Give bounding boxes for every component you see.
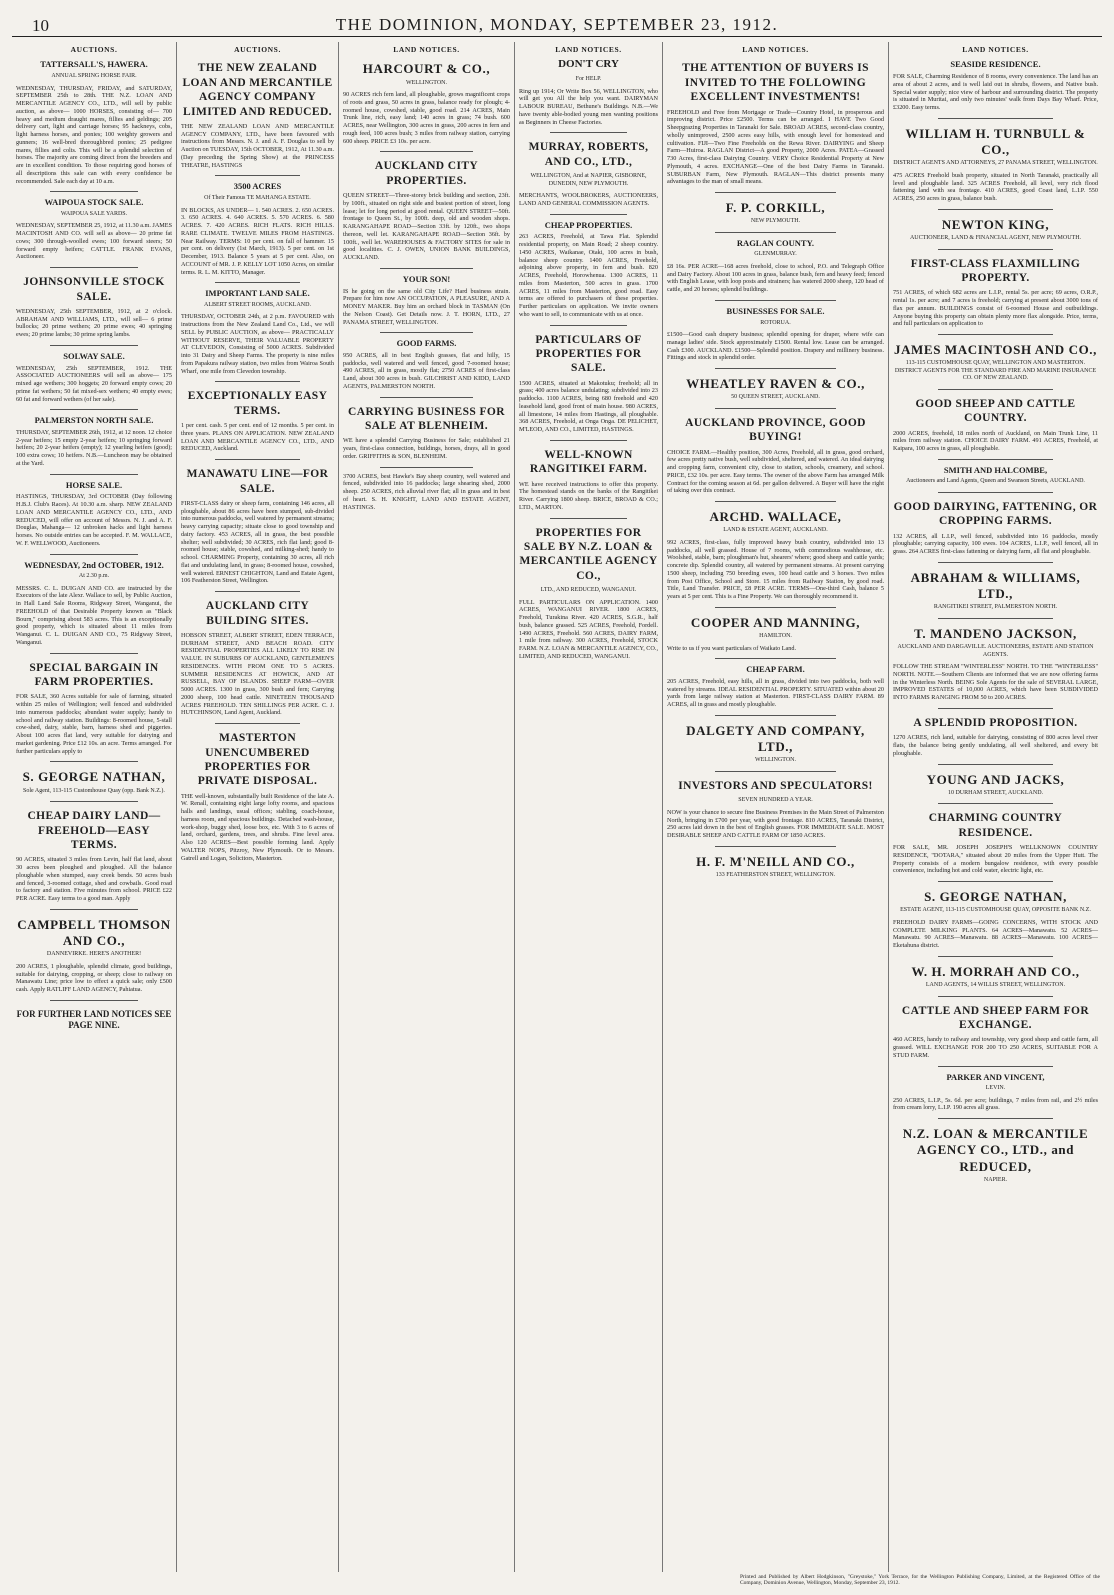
notice-body: MESSRS. C. L. DUIGAN AND CO. are instructed by the Executors of the late Alexr. Wallace to sell, by Public Auction, in Hall Land Sale Rooms, Ridgway Street, Wanganui, the FREEHOLD of that Desirable Property known as "Black Bourn," comprising about 583 acres. This is an exceptionally good property, which is situated about 11 miles from Wanganui. C. L. DUIGAN AND CO., 75 Ridgway Street, Wanganui. [16, 584, 172, 646]
notice-body: 475 ACRES Freehold bush property, situated in North Taranaki, practically all level and ploughable land. 325 ACRES Freehold, all level, very rich flood fattening land with sea frontage. 410 ACRES, good Coast land, L.I.P. 550 ACRES, 250 acres in grass, balance bush. [893, 171, 1098, 202]
notice-heading: WILLIAM H. TURNBULL & CO., [905, 125, 1086, 157]
notice-body: £8 16s. PER ACRE—168 acres freehold, close to school, P.O. and Telegraph Office and Dairy Factory. About 100 acres in grass, balance bush, fern and heavy feed; fenced with English Lease, with loop posts and strainers; has watered 2000 sheep, 120 head of cattle, and 20 horses; splendid buildings. [667, 262, 884, 294]
section-title: AUCTIONS. [70, 45, 118, 54]
divider [380, 467, 474, 468]
notice-subheading: WAIPOUA SALE YARDS. [60, 210, 128, 217]
notice-heading: SPECIAL BARGAIN IN FARM PROPERTIES. [29, 661, 159, 688]
notice-body: WEDNESDAY, THURSDAY, FRIDAY, and SATURDAY, SEPTEMBER 25th to 28th. THE N.Z. LOAN AND MERCANTILE AGENCY CO., LTD., will sell by public auction, as above— 1000 HORSES, consisting of— 700 heavy and medium draught mares, fillies and geldings; 205 delivery cart, light and carriage horses; 95 hackneys, cobs, light harness horses, and ponies; 100 weighty growers and gunners; 16 well-bred thoroughbred ponies; 25 pedigree mares, fillies and colts. This will be a splendid selection of horses. The majority are coming direct from the breeders and are in excellent condition. To those requiring good horses of all descriptions this sale can with every confidence be recommended. Sale each day at 10 a.m. [16, 84, 172, 185]
notice-heading: TATTERSALL'S, HAWERA. [40, 59, 148, 70]
notice-body: CHOICE FARM.—Healthy position, 300 Acres, Freehold, all in grass, good orchard, few acres pretty native bush, well subdivided, sheltered, and watered. An ideal dairying and cropping farm, convenient city, close to station, schools, creamery, and school. PRICE, £32 10s. per acre. Easy terms. The owner of the above Farm has arranged Milk Contract for the coming season at 6d. per gallon delivered. A Buyer will have the right of taking over this contract. [667, 448, 884, 495]
notice-body: THE well-known, substantially built Residence of the late A. W. Renall, containing eight large lofty rooms, and spacious halls and landings, usual offices; stabling, coach-house, harness room, and spacious buildings. Detached wash-house, work-shop, buggy shed, loose box, etc. With 3 to 6 acres of land, orchard, gardens, trees, and shrubs. Fine level area. Also 120 ACRES—Best possible forming land. Apply WALTER NOPS, Pitzroy, New Plymouth. Or to Messrs. Gatrell and Logan, Solicitors, Masterton. [181, 792, 334, 862]
divider [715, 846, 837, 847]
divider [380, 397, 474, 398]
notice-body: 250 ACRES, L.I.P., 5s. 6d. per acre; buildings, 7 miles from rail, and 2½ miles from cream lorry, L.I.P. 190 acres all grass. [893, 1096, 1098, 1112]
divider [50, 653, 137, 654]
notice-body: 90 ACRES rich fern land, all ploughable, grows magnificent crops of roots and grass, 50 acres in grass, balance ready for plough; 4-roomed house, cowshed, stable, good road. 214 ACRES, Main Trunk line, rich, easy land; 140 acres in grass; 74 bush. 600 ACRES, near Wellington, 300 acres in grass, 200 acres in fern and rough feed, 100 acres bush; 3 miles from railway station, carrying 600 sheep. PRICE £3 10s. per acre. [343, 91, 510, 145]
notice-heading: MANAWATU LINE—FOR SALE. [186, 468, 329, 495]
notice-heading: YOUR SON! [402, 273, 451, 284]
divider [938, 803, 1053, 804]
divider [50, 909, 137, 910]
notice-heading: IMPORTANT LAND SALE. [205, 288, 310, 299]
notice-heading: RAGLAN COUNTY. [736, 237, 815, 248]
notice-heading: ABRAHAM & WILLIAMS, LTD., [910, 569, 1081, 602]
divider [215, 591, 301, 592]
notice-body: FIRST-CLASS dairy or sheep farm, containing 146 acres, all ploughable, about 86 acres have been stumped, sub-divided into numerous paddocks, well watered by permanent streams; heavy carrying capacity; situate close to good township and dairy factory. 453 ACRES, all in grass, the best possible shelter; well subdivided; 30 ACRES, rich flat land; good 8-roomed house; stable, cowshed, and milking-shed; handy to school. CHARMING Property, containing 30 acres, all rich flat and undulating land, in grass; 8-roomed house, cowshed, well watered. ERNEST CHIGHTON, Land and Estate Agent, 106 Featherston Street, Wellington. [181, 499, 334, 585]
column-2 [176, 42, 338, 1572]
notice-subheading: WELLINGTON, And at NAPIER, GISBORNE, DUNEDIN, NEW PLYMOUTH. [530, 173, 647, 187]
notice-heading: DALGETY AND COMPANY, LTD., [686, 722, 865, 755]
divider [550, 132, 628, 133]
notice-heading: F. P. CORKILL, [725, 200, 826, 215]
notice-body: FREEHOLD and Free from Mortgage or Trade—Country Hotel, in prosperous and improving district. Price £2500. Terms can be arranged. I HAVE Two Good Sheepgrazing Properties in Taranaki for Sale. BROAD ACRES, second-class country, wholly unimproved, 2500 acres easy hills, with enough level for homestead and cultivation. FIJI—Two Fine Freeholds on the Rewa River. DAIRYING and Sheep Farm—Huiroa. RAGLAN District—A good Property, 2000 Acres. PATEA—Grassed 730 Acres, first-class Dairying Country. VERY Choice Residential Property at New Plymouth, 4 acres. EXCHANGE—One of the best Dairy Farms in Taranaki. SUBURBAN Farm, New Plymouth. RAGLAN—This district presents many advantages to the man of small means. [667, 108, 884, 186]
notice-subheading: Auctioneers and Land Agents, Queen and Swanson Streets, AUCKLAND. [906, 478, 1085, 485]
notice-heading: FIRST-CLASS FLAXMILLING PROPERTY. [910, 257, 1081, 284]
divider [715, 300, 837, 301]
notice-subheading: LAND & ESTATE AGENT, AUCKLAND. [723, 527, 828, 534]
notice-subheading: AUCKLAND AND DARGAVILLE. AUCTIONEERS, ESTATE AND STATION AGENTS. [897, 644, 1094, 658]
notice-body: MERCHANTS, WOOLBROKERS, AUCTIONEERS, LAND AND GENERAL COMMISSION AGENTS. [519, 192, 658, 207]
divider [715, 192, 837, 193]
divider [50, 409, 137, 410]
divider [938, 618, 1053, 619]
notice-body: 751 ACRES, of which 682 acres are L.I.P., rental 5s. per acre; 69 acres, O.R.P., rental 1s. per acre; and 7 acres is freehold; carrying at present about 3000 tons of flax per annum. BUILDINGS consist of 6-roomed House and outbuildings. Anyone buying this property can obtain plenty more flax alongside. Price, terms, and full particulars on application to [893, 289, 1098, 328]
notice-body: 460 ACRES, handy to railway and township, very good sheep and cattle farm, all grassed. WILL EXCHANGE FOR 200 TO 250 ACRES, SUITABLE FOR A STUD FARM. [893, 1036, 1098, 1059]
notice-subheading: ROTORUA. [760, 319, 791, 326]
column-1 [12, 42, 176, 1572]
see-page-note: FOR FURTHER LAND NOTICES SEE PAGE NINE. [16, 1008, 172, 1030]
notice-body: Write to us if you want particulars of Waikato Land. [667, 644, 797, 652]
section-title: LAND NOTICES. [962, 45, 1029, 54]
notice-body: WE have received instructions to offer this property. The homestead stands on the banks of the Rangitikei River. Carrying 1800 sheep. BRICE, BROAD & CO.; LTD., MARTON. [519, 480, 658, 511]
notice-body: QUEEN STREET—Three-storey brick building and section, 23ft. by 100ft., situated on right side and busiest portion of street, long lease; let for long period at good rental. QUEEN STREET—50ft. frontage to Queen St., by 100ft. deep, old and wooden shops. KARANGAHAPE ROAD—Section 33ft. by 120ft., two shops thereon, well let. KARANGAHAPE ROAD—Section 36ft. by 100ft., well let. WAREHOUSES & FACTORY SITES for sale in good localities. C. J. OWEN, UNION BANK BUILDINGS, AUCKLAND. [343, 192, 510, 262]
notice-heading: CHEAP FARM. [746, 664, 805, 675]
divider [938, 996, 1053, 997]
notice-body: WE have a splendid Carrying Business for Sale; established 21 years, first-class connection, buildings, horses, drays, all in good order. GRIFFITHS & SON, BLENHEIM. [343, 437, 510, 460]
notice-subheading: RANGITIKEI STREET, PALMERSTON NORTH. [933, 604, 1058, 611]
divider [938, 118, 1053, 119]
divider [50, 474, 137, 475]
notice-subheading: LEVIN. [985, 1085, 1006, 1092]
notice-heading: MASTERTON UNENCUMBERED PROPERTIES FOR PRIVATE DISPOSAL. [197, 732, 318, 788]
divider [550, 518, 628, 519]
notice-heading: INVESTORS AND SPECULATORS! [678, 779, 873, 792]
notice-subheading: LAND AGENTS, 14 WILLIS STREET, WELLINGTON. [925, 982, 1066, 988]
notice-subheading: Sole Agent, 113-115 Customhouse Quay (opp. Bank N.Z.). [23, 787, 165, 794]
divider [50, 267, 137, 268]
notice-heading: DON'T CRY [558, 58, 619, 71]
page-number: 10 [32, 16, 49, 35]
divider [715, 607, 837, 608]
notice-heading: WHEATLEY RAVEN & CO., [686, 376, 865, 391]
notice-body: 1 per cent. cash. 5 per cent. end of 12 months. 5 per cent. in three years. PLANS ON APPLICATION. NEW ZEALAND LOAN AND MERCANTILE AGENCY CO., LTD., AND REDUCED, Auckland. [181, 422, 334, 453]
divider [215, 282, 301, 283]
notice-body: WEDNESDAY, 25th SEPTEMBER, 1912, at 2 o'clock. ABRAHAM AND WILLIAMS, LTD., will sell— 6 prime bullocks; 20 prime wethers; 20 prime ewes; 40 springing ewes; 20 prime lambs; 30 prime spring lambs. [16, 307, 172, 339]
notice-heading: ARCHD. WALLACE, [709, 509, 842, 524]
notice-body: 132 ACRES, all L.I.P., well fenced, subdivided into 16 paddocks, mostly ploughable; carrying capacity, 100 ewes. 104 ACRES, L.I.P., well fenced, all in grass. 264 ACRES first-class fattening or dairying farm, all flat and ploughable. [893, 532, 1098, 556]
notice-subheading: AUCTIONEER, LAND & FINANCIAL AGENT, NEW PLYMOUTH. [909, 235, 1082, 241]
notice-body: FOR SALE, Charming Residence of 8 rooms, every convenience. The land has an area of about 2 acres, and is well laid out in shrubs, flowers, and Native bush. Special water supply; nice view of harbour and surrounding district. The property is situated in Muritai, and only two minutes' walk from Days Bay Wharf. Price, £3200. Easy terms. [893, 73, 1098, 111]
divider [715, 715, 837, 716]
notice-heading: WAIPOUA STOCK SALE. [44, 197, 144, 208]
notice-heading: EXCEPTIONALLY EASY TERMS. [187, 390, 328, 417]
notice-subheading: NEW PLYMOUTH. [750, 218, 801, 225]
notice-body: Ring up 1914; Or Write Box 56, WELLINGTON, who will get you All the help you want. DAIRYMAN LABOUR BUREAU, Bethune's Buildings. N.B.—We have twenty able-bodied young men wanting positions as Beginners in Cheese Factories. [519, 87, 658, 126]
notice-heading: BUSINESSES FOR SALE. [726, 305, 825, 316]
divider [715, 501, 837, 502]
notice-body: 90 ACRES, situated 3 miles from Levin, half flat land, about 30 acres been ploughed and ploughed. All the balance ploughable when stumped, easy creek bends. 50 acres bush and fenced, 3-roomed cottage, shed and cowbails. Good road to factory and station. Five minutes from school. PRICE £22 PER ACRE. Easy terms to a good man. Apply [16, 856, 172, 902]
divider [938, 764, 1053, 765]
divider [938, 249, 1053, 250]
notice-heading: W. H. MORRAH AND CO., [911, 963, 1080, 979]
divider [550, 325, 628, 326]
notice-subheading: 50 QUEEN STREET, AUCKLAND. [731, 394, 820, 401]
notice-heading: GOOD FARMS. [396, 338, 457, 349]
notice-subheading: At 2.30 p.m. [78, 573, 110, 580]
notice-heading: S. GEORGE NATHAN, [924, 889, 1067, 904]
notice-heading: SEASIDE RESIDENCE. [950, 59, 1041, 70]
divider [938, 1118, 1053, 1119]
notice-heading: H. F. M'NEILL AND CO., [696, 853, 855, 869]
notice-subheading: WELLINGTON. [754, 757, 797, 764]
section-title: LAND NOTICES. [393, 45, 460, 54]
divider [50, 554, 137, 555]
notice-body: FULL PARTICULARS ON APPLICATION. 1400 ACRES, WANGANUI RIVER. 1800 ACRES, Freehold, Turakina River. 420 ACRES, S.G.R., half bush, balance grassed. 525 ACRES, Freehold, Fordell. 1490 ACRES, Freehold. 560 ACRES, DAIRY FARM, 1 mile from railway. 300 ACRES, Freehold, STOCK FARM. N.Z. LOAN & MERCANTILE AGENCY, CO., LIMITED, AND REDUCED, WANGANUI. [519, 598, 658, 660]
divider [50, 1000, 137, 1001]
notice-heading: YOUNG AND JACKS, [926, 771, 1065, 787]
notice-heading: PARTICULARS OF PROPERTIES FOR SALE. [535, 333, 642, 375]
notice-heading: CHEAP DAIRY LAND—FREEHOLD—EASY TERMS. [27, 810, 161, 851]
notice-heading: GOOD SHEEP AND CATTLE COUNTRY. [915, 397, 1076, 425]
notice-body: WEDNESDAY, 25th SEPTEMBER, 1912. THE ASSOCIATED AUCTIONEERS will sell as above— 175 mixed age wethers; 300 hoggets; 20 forward empty cows; 20 prime fat wethers; 50 fat mixed-sex wethers; 40 empty ewes; 60 fat and forward wethers (of her sale). [16, 364, 172, 403]
notice-body: HOBSON STREET, ALBERT STREET, EDEN TERRACE, DURHAM STREET, AND BEACH ROAD. CITY RESIDENTIAL PROPERTIES ALL LIKELY TO RISE IN VALUE. IN SUBURBS OF AUCKLAND, GENTLEMEN'S RESIDENCES. WITH FROM ONE TO 5 ACRES. SUMMER RESIDENCES AT HOWICK, AND AT RUSSELL, BAY OF ISLANDS. SHEEP FARM—OVER 5000 ACRES. 1300 in grass, 300 bush and fern; Carrying 2000 sheep, 100 head cattle. NINETEEN THOUSAND ACRES FREEHOLD. TEN SHILLINGS PER ACRE. C. J. HUTCHINSON, Land Agent, Auckland. [181, 631, 334, 717]
divider [938, 334, 1053, 335]
divider [938, 389, 1053, 390]
divider [938, 956, 1053, 957]
notice-heading: SOLWAY SALE. [63, 350, 125, 361]
notice-body: NOW is your chance to secure fine Business Premises in the Main Street of Palmerston North, bringing in £700 per year, with good frontage. 810 ACRES, Taranaki District, 250 acres laid down in the best of English grasses. FOR IMMEDIATE SALE. MOST DESIRABLE SHEEP AND CATTLE FARM OF 1850 ACRES. [667, 808, 884, 839]
notice-subheading: GLENMURRAY. [754, 251, 797, 258]
column-6 [888, 42, 1102, 1572]
notice-body: 205 ACRES, Freehold, easy hills, all in grass, divided into two paddocks, both well watered by streams. IDEAL RESIDENTIAL PROPERTY. SITUATED within about 20 yards from large railway station at Masterton. FIRST-CLASS DAIRY FARM. 89 ACRES, all in grass and mostly ploughable. [667, 677, 884, 709]
divider [50, 345, 137, 346]
notice-heading: JOHNSONVILLE STOCK SALE. [23, 276, 165, 303]
notice-heading: PARKER AND VINCENT, [946, 1071, 1045, 1082]
notice-heading: THE NEW ZEALAND LOAN AND MERCANTILE AGENCY COMPANY LIMITED AND REDUCED. [182, 62, 333, 118]
notice-subheading: HAMILTON. [759, 633, 792, 639]
divider [938, 708, 1053, 709]
notice-body: FOLLOW THE STREAM "WINTERLESS" NORTH. TO THE "WINTERLESS" NORTH. NOTE.—Southern Clients are informed that we are now offering farms in the Winterless North. BEING Sole Agents for the sale of SEVERAL LARGE, IMPROVED ESTATES of 10,000 ACRES, which have been SUBDIVIDED INTO FARMS RANGING FROM 50 to 200 ACRES. [893, 663, 1098, 702]
notice-heading: WELL-KNOWN RANGITIKEI FARM. [529, 448, 648, 476]
notice-body: THURSDAY, OCTOBER 24th, at 2 p.m. FAVOURED with instructions from the New Zealand Land Co., Ltd., we will SELL by PUBLIC AUCTION, as above— PRACTICALLY WITHOUT RESERVE, THEIR VALUABLE PROPERTY AT CLEVEDON, Consisting of 5000 ACRES. Subdivided into 31 Dairy and Sheep Farms. The property is nine miles from Papakura railway station, two miles from Wairoa South Wharf, one mile from Clevedon township. [181, 313, 334, 375]
notice-subheading: 113-115 CUSTOMHOUSE QUAY, WELLINGTON AND MASTERTON. DISTRICT AGENTS FOR THE STANDARD FIRE AND MARINE INSURANCE CO. OF NEW ZEALAND. [894, 360, 1097, 382]
notice-body: 992 ACRES, first-class, fully improved heavy bush country, subdivided into 13 paddocks, all well grassed. House of 7 rooms, with commodious washhouse, etc. Woolshed, stable, barn; ploughman's hut, shearers' where; good sheep and cattle yards; concrete dip. Splendid country, all watered by permanent streams. At present carrying 1500 sheep, including 750 breeding ewes, 100 head cattle and 3 horses. Two miles from Post Office, School and Store. 15 miles from Railway Station, by good road. Title, Land Transfer. PRICE, £8 PER ACRE. TERMS—One-third Cash, balance 5 years at 5 per cent. This is a Fine Property. We can thoroughly recommend it. [667, 538, 884, 600]
notice-body: 950 ACRES, all in best English grasses, flat and hilly, 15 paddocks, well watered and well fenced, good 7-roomed house; 490 ACRES, all in grass, mostly flat; 2750 ACRES of first-class Land, about 300 acres in bush. GILCHRIST AND KIDD, LAND AGENTS, PALMERSTON NORTH. [343, 351, 510, 390]
notice-subheading: 133 FEATHERSTON STREET, WELLINGTON. [715, 872, 836, 878]
notice-body: 2000 ACRES, freehold, 18 miles north of Auckland, on Main Trunk Line, 11 miles from railway station. CHOICE DAIRY FARM. 491 ACRES, Freehold, at Kaipara, 100 acres in grass, all ploughable. [893, 429, 1098, 452]
divider [215, 381, 301, 382]
masthead: THE DOMINION, MONDAY, SEPTEMBER 23, 1912. [335, 15, 779, 34]
notice-heading: CHEAP PROPERTIES. [544, 219, 633, 230]
notice-subheading: SEVEN HUNDRED A YEAR. [738, 797, 813, 804]
notice-heading: CATTLE AND SHEEP FARM FOR EXCHANGE. [901, 1004, 1090, 1031]
notice-body: 200 ACRES, 1 ploughable, splendid climate, good buildings, suitable for dairying, cropping, or sheep; close to railway on Manawatu Line; price low to effect a quick sale; only £500 cash. Apply RATLIFF LAND AGENCY, Pahiatua. [16, 962, 172, 993]
notice-subheading: WELLINGTON. [405, 79, 448, 86]
notice-heading: THE ATTENTION OF BUYERS IS INVITED TO THE FOLLOWING EXCELLENT INVESTMENTS! [682, 62, 869, 104]
notice-subheading: NAPIER. [983, 1176, 1008, 1183]
divider [715, 232, 837, 233]
notice-subheading: ANNUAL SPRING HORSE FAIR. [51, 73, 137, 79]
notice-heading: PALMERSTON NORTH SALE. [34, 415, 154, 426]
notice-body: £1500—Good cash drapery business; splendid opening for draper, where wife can manage ladies' side. Stock approximately £1500. Rental low. Lease can be arranged. Cash £300. AUCKLAND. £1500—Splendid position. Drapery and millinery business. Fittings and stock in splendid order. [667, 331, 884, 362]
divider [215, 723, 301, 724]
notice-subheading: 10 DURHAM STREET, AUCKLAND. [947, 789, 1044, 796]
notice-heading: PROPERTIES FOR SALE BY N.Z. LOAN & MERCANTILE AGENCY CO., [519, 526, 658, 582]
notice-subheading: DANNEVIRKE. HERE'S ANOTHER! [46, 951, 142, 958]
notice-heading: N.Z. LOAN & MERCANTILE AGENCY CO., LTD., and REDUCED, [902, 1126, 1089, 1174]
notice-body: IS he going on the same old City Life? Hard business strain. Prepare for him now AN OCCUPATION, A PLEASURE, AND A MONEY MAKER. Buy him an orchard block in TASMAN (On the Nelson Coast). Get Details now. J. T. HORN, LTD., 27 PANAMA STREET, WELLINGTON. [343, 287, 510, 326]
divider [715, 368, 837, 369]
divider [550, 440, 628, 441]
notice-heading: AUCKLAND PROVINCE, GOOD BUYING! [685, 416, 866, 444]
notice-heading: JAMES MACINTOSH AND CO., [893, 342, 1098, 357]
notice-heading: CAMPBELL THOMSON AND CO., [17, 916, 171, 948]
notice-heading: COOPER AND MANNING, [690, 614, 861, 630]
notice-body: 3700 ACRES, best Hawke's Bay sheep country, well watered and fenced, subdivided into 16 paddocks; large shearing shed, 2000 sheep. 250 ACRES, rich alluvial river flat; all in grass and in best of heart. S. H. KNIGHT, LAND AND ESTATE AGENT, HASTINGS. [343, 472, 510, 511]
notice-subheading: ESTATE AGENT, 113-115 CUSTOMHOUSE QUAY, OPPOSITE BANK N.Z. [900, 907, 1091, 914]
notice-subheading: Of Their Famous TE MAHANGA ESTATE. [204, 195, 311, 201]
notice-heading: CARRYING BUSINESS FOR SALE AT BLENHEIM. [348, 405, 505, 432]
notice-heading: HORSE SALE. [65, 479, 123, 490]
notice-body: FOR SALE, 360 Acres suitable for sale of farming, situated within 25 miles of Wellington; well fenced and subdivided into numerous paddocks; abundant water supply; handy to school and railway station. Buildings: 8-roomed house, 5-stall cow-shed, dairy, stable, barn, harness shed and piggeries. About 100 acres flat land, very suitable for dairying and market gardening. Price £12 10s. an acre. Terms arranged. For further particulars apply to [16, 693, 172, 755]
notice-body: 263 ACRES, Freehold, at Tawa Flat. Splendid residential property, on Main Road; 2 sheep country. 1450 ACRES, Waikanae, Otaki, 100 acres in bush, balance sheep country. 1400 ACRES, Freehold, adjoining above property, in fern and bush. 820 ACRES, Freehold, Horowhenua. 1300 ACRES, 11 miles from Masterton, 500 acres in grass. 1700 ACRES, 11 miles from Masterton, good road. Easy terms are offered to purchasers of these properties. Further particulars on application. We invite owners who want to sell, to communicate with us at once. [519, 233, 658, 318]
notice-body: THURSDAY, SEPTEMBER 26th, 1912, at 12 noon. 12 choice 2-year heifers; 15 empty 2-year heifers; 10 springing forward heifers; 20 2-year heifers (empty); 12 yearling heifers (good); 100 extra cows; 10 heifers. N.B.—Luncheon may be obtained at the Yard. [16, 428, 172, 467]
section-title: LAND NOTICES. [555, 45, 622, 54]
column-3 [338, 42, 514, 1572]
notice-heading: HARCOURT & CO., [362, 61, 491, 77]
notice-subheading: For HELP. [575, 76, 602, 83]
notice-body: HASTINGS, THURSDAY, 3rd OCTOBER (Day following H.B.J. Club's Races). At 10.30 a.m. sharp. NEW ZEALAND LOAN AND MERCANTILE AGENCY CO., LTD., AND REDUCED, will offer on account of Messrs. N. J. and A. F. Douglas, Mahanga— 12 unbroken hacks and light harness horses. No outside entries can be accepted. F. M. WALLACE, W. F. WELLWOOD, Auctioneers. [16, 493, 172, 547]
divider [938, 881, 1053, 882]
notice-heading: S. GEORGE NATHAN, [22, 769, 166, 785]
divider [938, 562, 1053, 563]
column-5 [662, 42, 888, 1572]
notice-body: WEDNESDAY, SEPTEMBER 25, 1912, at 11.30 a.m. JAMES MACINTOSH AND CO. will sell as above— 20 prime fat cows; 300 through-woolled ewes; 100 forward steers; 50 forward empty heifers; CATTLE. FRANK EVANS, Auctioneer. [16, 222, 173, 261]
notice-heading: A SPLENDID PROPOSITION. [913, 716, 1078, 729]
divider [550, 214, 628, 215]
page-header [12, 14, 1102, 37]
notice-body: 1270 ACRES, rich land, suitable for dairying, consisting of 800 acres level river flats, the balance being gently undulating, all well sheltered, and every bit ploughable. [893, 734, 1098, 757]
section-title: AUCTIONS. [234, 45, 281, 54]
notice-heading: GOOD DAIRYING, FATTENING, OR CROPPING FARMS. [893, 500, 1098, 528]
notice-body: FREEHOLD DAIRY FARMS—GOING CONCERNS, WITH STOCK AND COMPLETE MILKING PLANTS. 64 ACRES—Manawatu. 52 ACRES—Manawatu. 90 ACRES—Manawatu. 88 ACRES—Manawatu. 100 ACRES—Eketahuna district. [893, 918, 1098, 949]
notice-subheading: DISTRICT AGENTS AND ATTORNEYS, 27 PANAMA STREET, WELLINGTON. [893, 160, 1098, 167]
divider [380, 151, 474, 152]
divider [938, 459, 1053, 460]
divider [50, 801, 137, 802]
imprint: Printed and Published by Albert Hodgkinson, "Greystoke," York Terrace, for the Wellington Publishing Company, Limited, at the Registered Office of the Company, Dominion Avenue, Wellington, Monday, September 23, 1912. [740, 1573, 1100, 1587]
divider [938, 209, 1053, 210]
notice-body: THE NEW ZEALAND LOAN AND MERCANTILE AGENCY COMPANY, LTD., have been favoured with instructions from Messrs. N. J. and A. F. Douglas to sell by Auction on TUESDAY, 15th OCTOBER, 1912, At 11.30 a.m. (Day preceding the Spring Show) at the PRINCESS THEATRE, HASTINGS [181, 122, 334, 169]
column-4 [514, 42, 662, 1572]
notice-body: FOR SALE, MR. JOSEPH JOSEPH'S WELLKNOWN COUNTRY RESIDENCE, "DOTARA," situated about 20 miles from the Upper Hutt. The Property consists of a modern bungalow residence, with every possible convenience, including hot and cold water, electric light, etc. [893, 844, 1098, 875]
section-title: LAND NOTICES. [742, 45, 809, 54]
notice-heading: AUCKLAND CITY BUILDING SITES. [205, 600, 310, 627]
divider [938, 1066, 1053, 1067]
notice-subheading: ALBERT STREET ROOMS, AUCKLAND. [204, 301, 311, 308]
notice-heading: 3500 ACRES [233, 181, 282, 192]
divider [715, 408, 837, 409]
notice-body: IN BLOCKS, AS UNDER— 1. 540 ACRES. 2. 650 ACRES. 3. 650 ACRES. 4. 640 ACRES. 5. 570 ACRES. 6. 580 ACRES. 7. 420 ACRES. RICH FLATS. RICH HILLS. RARE CLIMATE. TWELVE MILES FROM HASTINGS. Near Railway. TERMS: 10 per cent. on fall of hammer. 15 per cent. on delivery (1st March, 1913). 5 per cent. on 1st December, 1913. Balance 5 years at 5 per cent. Also, on ACCOUNT of MR. J. P. KELLY LOT 1050 Acres, on similar terms. R. L. M. KITTO, Manager. [181, 206, 334, 276]
divider [380, 268, 474, 269]
divider [215, 459, 301, 460]
divider [715, 771, 837, 772]
notice-heading: AUCKLAND CITY PROPERTIES. [374, 160, 479, 187]
notice-heading: WEDNESDAY, 2nd OCTOBER, 1912. [24, 559, 164, 570]
divider [715, 658, 837, 659]
notice-subheading: LTD., AND REDUCED, WANGANUI. [540, 587, 637, 594]
divider [215, 175, 301, 176]
notice-body: 1500 ACRES, situated at Makotuku; freehold; all in grass; 400 acres balance undulating; subdivided into 23 paddocks. 1100 ACRES, being 680 freehold and 420 leasehold land, good front of main house. 980 ACRES, all limestone, 14 miles from Hastings, all ploughable. 368 ACRES, Freehold, at Onga Onga. DE PELICHET, M'LEOD, AND CO., LIMITED, HASTINGS. [519, 379, 658, 434]
notice-heading: CHARMING COUNTRY RESIDENCE. [928, 812, 1063, 839]
divider [938, 492, 1053, 493]
notice-heading: T. MANDENO JACKSON, [914, 625, 1077, 641]
notice-heading: MURRAY, ROBERTS, AND CO., LTD., [528, 141, 649, 168]
notice-heading: SMITH AND HALCOMBE, [943, 464, 1048, 475]
divider [50, 191, 137, 192]
divider [380, 332, 474, 333]
notice-heading: NEWTON KING, [941, 216, 1050, 232]
divider [50, 761, 137, 762]
